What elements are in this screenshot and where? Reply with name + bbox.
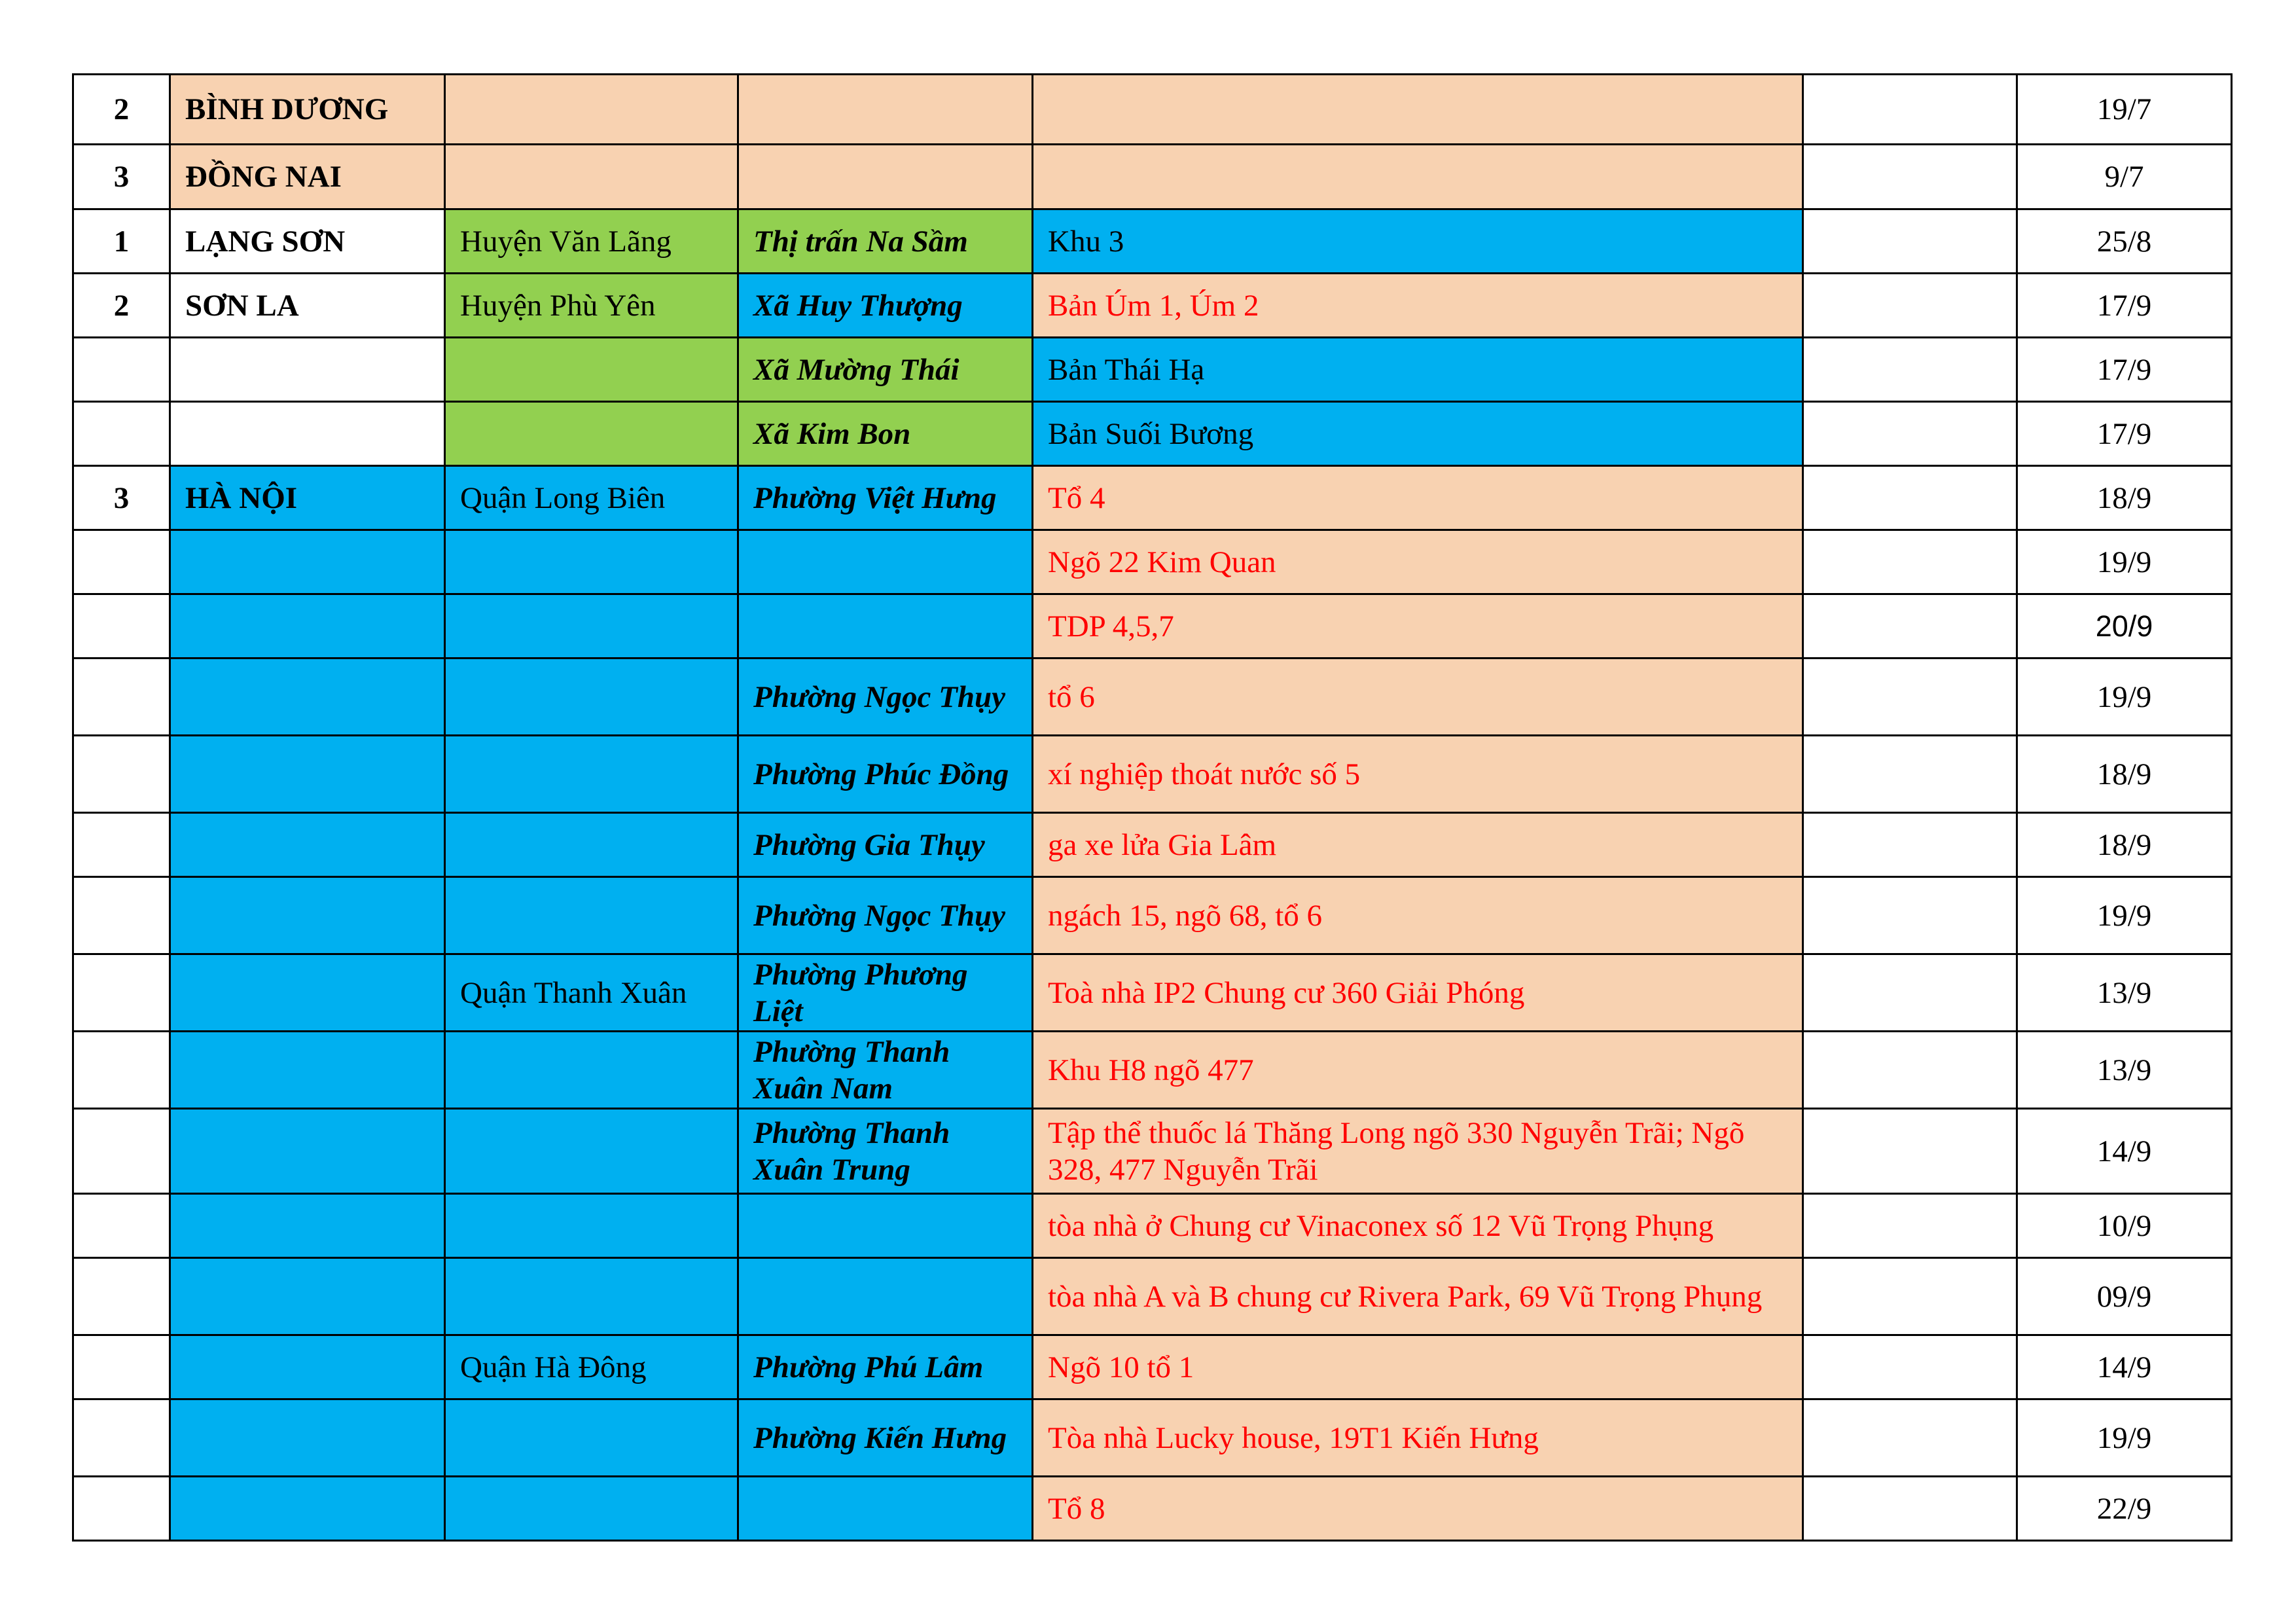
date-cell: 19/7 — [2017, 75, 2232, 145]
district-cell — [445, 1399, 738, 1477]
district-cell — [445, 1109, 738, 1194]
outbreak-location-table — [72, 73, 2233, 1542]
table-row — [73, 1194, 2232, 1258]
province-cell — [170, 954, 445, 1032]
date-cell: 18/9 — [2017, 813, 2232, 877]
date-cell: 14/9 — [2017, 1335, 2232, 1399]
date-cell: 17/9 — [2017, 402, 2232, 466]
district-cell — [445, 659, 738, 736]
province-cell — [170, 338, 445, 402]
ward-cell — [738, 1258, 1033, 1335]
date-cell: 17/9 — [2017, 338, 2232, 402]
empty-cell — [1803, 736, 2017, 813]
location-cell: Bản Thái Hạ — [1033, 338, 1803, 402]
empty-cell — [1803, 402, 2017, 466]
empty-cell — [1803, 530, 2017, 594]
ward-cell: Phường Phương Liệt — [738, 954, 1033, 1032]
table-row — [73, 1032, 2232, 1109]
district-cell — [445, 1032, 738, 1109]
empty-cell — [1803, 1258, 2017, 1335]
row-number-cell: 3 — [73, 466, 170, 530]
location-cell: Tòa nhà Lucky house, 19T1 Kiến Hưng — [1033, 1399, 1803, 1477]
location-cell: Tổ 4 — [1033, 466, 1803, 530]
ward-cell: Phường Ngọc Thụy — [738, 659, 1033, 736]
row-number-cell: 2 — [73, 274, 170, 338]
district-cell — [445, 1194, 738, 1258]
ward-cell: Phường Kiến Hưng — [738, 1399, 1033, 1477]
ward-cell — [738, 1477, 1033, 1541]
row-number-cell — [73, 736, 170, 813]
table-row — [73, 274, 2232, 338]
date-cell: 13/9 — [2017, 954, 2232, 1032]
table-row — [73, 1477, 2232, 1541]
empty-cell — [1803, 1194, 2017, 1258]
row-number-cell — [73, 338, 170, 402]
empty-cell — [1803, 145, 2017, 209]
date-cell: 25/8 — [2017, 209, 2232, 274]
province-cell — [170, 1194, 445, 1258]
table-row — [73, 75, 2232, 145]
empty-cell — [1803, 1477, 2017, 1541]
row-number-cell — [73, 1032, 170, 1109]
date-cell: 18/9 — [2017, 466, 2232, 530]
row-number-cell — [73, 1335, 170, 1399]
table-row — [73, 877, 2232, 954]
ward-cell: Phường Ngọc Thụy — [738, 877, 1033, 954]
district-cell — [445, 594, 738, 659]
row-number-cell — [73, 1399, 170, 1477]
empty-cell — [1803, 1032, 2017, 1109]
row-number-cell — [73, 1258, 170, 1335]
date-cell: 17/9 — [2017, 274, 2232, 338]
ward-cell: Thị trấn Na Sầm — [738, 209, 1033, 274]
location-cell: Ngõ 10 tổ 1 — [1033, 1335, 1803, 1399]
table-row — [73, 1258, 2232, 1335]
location-cell — [1033, 75, 1803, 145]
province-cell — [170, 813, 445, 877]
table-row — [73, 209, 2232, 274]
ward-cell — [738, 594, 1033, 659]
district-cell — [445, 145, 738, 209]
ward-cell: Phường Phú Lâm — [738, 1335, 1033, 1399]
location-cell: xí nghiệp thoát nước số 5 — [1033, 736, 1803, 813]
province-cell — [170, 402, 445, 466]
empty-cell — [1803, 1335, 2017, 1399]
province-cell — [170, 1399, 445, 1477]
table-row — [73, 402, 2232, 466]
table-row — [73, 466, 2232, 530]
empty-cell — [1803, 813, 2017, 877]
location-cell: ngách 15, ngõ 68, tổ 6 — [1033, 877, 1803, 954]
date-cell: 19/9 — [2017, 530, 2232, 594]
province-cell — [170, 1032, 445, 1109]
empty-cell — [1803, 338, 2017, 402]
location-cell: Bản Suối Bương — [1033, 402, 1803, 466]
location-cell — [1033, 145, 1803, 209]
table-row — [73, 1109, 2232, 1194]
district-cell — [445, 530, 738, 594]
province-cell — [170, 530, 445, 594]
table-row — [73, 1399, 2232, 1477]
province-cell — [170, 736, 445, 813]
province-cell: ĐỒNG NAI — [170, 145, 445, 209]
ward-cell — [738, 75, 1033, 145]
empty-cell — [1803, 1109, 2017, 1194]
table-row — [73, 594, 2232, 659]
district-cell — [445, 402, 738, 466]
location-cell: Tập thể thuốc lá Thăng Long ngõ 330 Nguyễn Trãi; Ngõ 328, 477 Nguyễn Trãi — [1033, 1109, 1803, 1194]
ward-cell: Xã Mường Thái — [738, 338, 1033, 402]
district-cell — [445, 1477, 738, 1541]
row-number-cell — [73, 1194, 170, 1258]
date-cell: 9/7 — [2017, 145, 2232, 209]
empty-cell — [1803, 75, 2017, 145]
row-number-cell — [73, 402, 170, 466]
location-cell: Ngõ 22 Kim Quan — [1033, 530, 1803, 594]
table-row — [73, 659, 2232, 736]
table-row — [73, 736, 2232, 813]
province-cell — [170, 1477, 445, 1541]
date-cell: 19/9 — [2017, 877, 2232, 954]
date-cell: 20/9 — [2017, 594, 2232, 659]
ward-cell: Phường Gia Thụy — [738, 813, 1033, 877]
location-cell: Toà nhà IP2 Chung cư 360 Giải Phóng — [1033, 954, 1803, 1032]
ward-cell: Xã Huy Thượng — [738, 274, 1033, 338]
location-cell: tòa nhà ở Chung cư Vinaconex số 12 Vũ Trọng Phụng — [1033, 1194, 1803, 1258]
location-cell: ga xe lửa Gia Lâm — [1033, 813, 1803, 877]
ward-cell — [738, 1194, 1033, 1258]
district-cell — [445, 813, 738, 877]
date-cell: 19/9 — [2017, 659, 2232, 736]
district-cell: Huyện Phù Yên — [445, 274, 738, 338]
province-cell — [170, 1109, 445, 1194]
location-cell: Khu H8 ngõ 477 — [1033, 1032, 1803, 1109]
location-cell: TDP 4,5,7 — [1033, 594, 1803, 659]
location-cell: Bản Úm 1, Úm 2 — [1033, 274, 1803, 338]
district-cell — [445, 877, 738, 954]
row-number-cell — [73, 594, 170, 659]
province-cell — [170, 1335, 445, 1399]
date-cell: 13/9 — [2017, 1032, 2232, 1109]
table-row — [73, 338, 2232, 402]
table-row — [73, 145, 2232, 209]
province-cell — [170, 594, 445, 659]
empty-cell — [1803, 209, 2017, 274]
table-row — [73, 1335, 2232, 1399]
row-number-cell: 1 — [73, 209, 170, 274]
empty-cell — [1803, 659, 2017, 736]
table-row — [73, 813, 2232, 877]
row-number-cell — [73, 877, 170, 954]
row-number-cell — [73, 1109, 170, 1194]
row-number-cell — [73, 659, 170, 736]
district-cell: Huyện Văn Lãng — [445, 209, 738, 274]
table-row — [73, 530, 2232, 594]
province-cell: SƠN LA — [170, 274, 445, 338]
province-cell — [170, 877, 445, 954]
empty-cell — [1803, 954, 2017, 1032]
date-cell: 09/9 — [2017, 1258, 2232, 1335]
empty-cell — [1803, 594, 2017, 659]
location-cell: Khu 3 — [1033, 209, 1803, 274]
district-cell — [445, 736, 738, 813]
location-cell: tòa nhà A và B chung cư Rivera Park, 69 Vũ Trọng Phụng — [1033, 1258, 1803, 1335]
district-cell — [445, 1258, 738, 1335]
row-number-cell — [73, 954, 170, 1032]
row-number-cell: 2 — [73, 75, 170, 145]
date-cell: 19/9 — [2017, 1399, 2232, 1477]
empty-cell — [1803, 274, 2017, 338]
empty-cell — [1803, 1399, 2017, 1477]
date-cell: 22/9 — [2017, 1477, 2232, 1541]
ward-cell: Phường Thanh Xuân Trung — [738, 1109, 1033, 1194]
empty-cell — [1803, 466, 2017, 530]
ward-cell — [738, 145, 1033, 209]
date-cell: 14/9 — [2017, 1109, 2232, 1194]
row-number-cell: 3 — [73, 145, 170, 209]
ward-cell: Phường Thanh Xuân Nam — [738, 1032, 1033, 1109]
table-row — [73, 954, 2232, 1032]
district-cell — [445, 75, 738, 145]
ward-cell: Phường Việt Hưng — [738, 466, 1033, 530]
district-cell: Quận Hà Đông — [445, 1335, 738, 1399]
district-cell: Quận Long Biên — [445, 466, 738, 530]
table-body — [73, 75, 2232, 1541]
province-cell — [170, 659, 445, 736]
district-cell — [445, 338, 738, 402]
row-number-cell — [73, 1477, 170, 1541]
location-cell: Tổ 8 — [1033, 1477, 1803, 1541]
province-cell: LẠNG SƠN — [170, 209, 445, 274]
ward-cell: Xã Kim Bon — [738, 402, 1033, 466]
row-number-cell — [73, 813, 170, 877]
row-number-cell — [73, 530, 170, 594]
province-cell: HÀ NỘI — [170, 466, 445, 530]
location-cell: tổ 6 — [1033, 659, 1803, 736]
province-cell: BÌNH DƯƠNG — [170, 75, 445, 145]
empty-cell — [1803, 877, 2017, 954]
ward-cell: Phường Phúc Đồng — [738, 736, 1033, 813]
date-cell: 18/9 — [2017, 736, 2232, 813]
ward-cell — [738, 530, 1033, 594]
district-cell: Quận Thanh Xuân — [445, 954, 738, 1032]
date-cell: 10/9 — [2017, 1194, 2232, 1258]
province-cell — [170, 1258, 445, 1335]
